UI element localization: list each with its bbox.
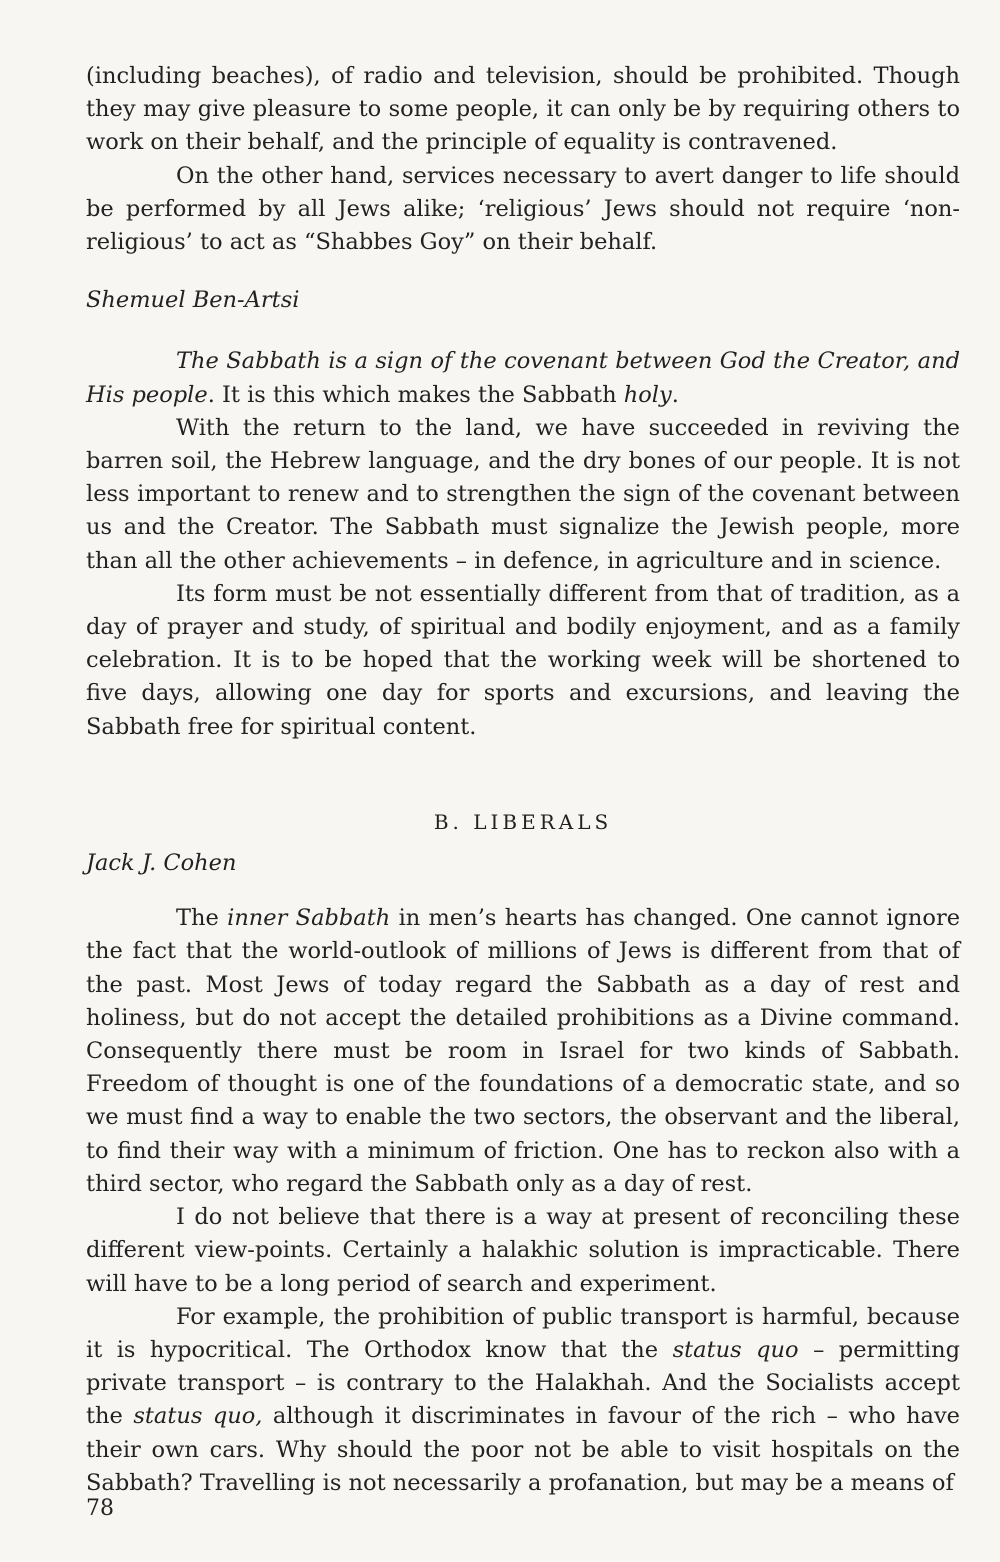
- text-period: .: [671, 381, 679, 408]
- text-for-example-a: For example, the prohibition of public transport is harmful, because it is hypocritical. The Orthodox know that the: [86, 1303, 960, 1363]
- section-heading-liberals: B. LIBERALS: [433, 809, 613, 834]
- italic-status-quo-1: status quo: [672, 1336, 799, 1363]
- paragraph-including-beaches: (including beaches), of radio and television, should be prohibited. Though they may give pleasure to some people, it can only be by requiring others to work on their behalf, and the principle of equality is contravened.: [86, 63, 960, 156]
- paragraph-sabbath-sign: [86, 345, 960, 411]
- author-jack-cohen: Jack J. Cohen: [86, 850, 237, 877]
- page-number: 78: [86, 1496, 114, 1521]
- italic-his-people: His people: [86, 381, 208, 408]
- text-for-example-c: although it discriminates in favour of the rich – who have their own cars. Why should the poor not be able to visit hospitals on the Sabbath? Travelling is not necessarily a profanation, but may be a means of: [86, 1403, 960, 1496]
- paragraph-return-to-land: With the return to the land, we have succeeded in reviving the barren soil, the Hebrew language, and the dry bones of our people. It is not less important to renew and to strengthen the sign of the covenant between us and the Creator. The Sabbath must signalize the Jewish people, more than all the other achievements – in defence, in agriculture and in science.: [86, 414, 960, 574]
- italic-inner-sabbath: inner Sabbath: [227, 905, 391, 932]
- paragraph-its-form: Its form must be not essentially different from that of tradition, as a day of prayer and study, of spiritual and bodily enjoyment, and as a family celebration. It is to be hoped that the working week will be shortened to five days, allowing one day for sports and excursions, and leaving the Sabbath free for spiritual content.: [86, 580, 960, 740]
- italic-holy: holy: [623, 381, 672, 408]
- text-the: The: [176, 905, 228, 932]
- italic-status-quo-2: status quo,: [133, 1403, 263, 1430]
- paragraph-for-example: [86, 1301, 960, 1500]
- author-shemuel-ben-artsi: Shemuel Ben-Artsi: [86, 287, 300, 314]
- text-makes-holy: . It is this which makes the Sabbath: [207, 381, 624, 408]
- paragraph-inner-sabbath: [86, 902, 960, 1201]
- page-body: [86, 60, 960, 1500]
- text-for-example-b: – permitting private transport – is contrary to the Halakhah. And the Socialists accept the: [86, 1336, 960, 1430]
- paragraph-do-not-believe: I do not believe that there is a way at present of reconciling these different view-points. Certainly a halakhic solution is impracticable. There will have to be a long period of search and experiment.: [86, 1204, 960, 1297]
- italic-sabbath-sign: The Sabbath is a sign of the covenant between God the Creator,: [176, 348, 911, 375]
- text-inner-sabbath-rest: in men’s hearts has changed. One cannot ignore the fact that the world-outlook of millions of Jews is different from that of the past. Most Jews of today regard the Sabbath as a day of rest and holiness, but do not accept the detailed prohibitions as a Divine command. Consequently there must be room in Israel for two kinds of Sabbath. Freedom of thought is one of the foundations of a democratic state, and so we must find a way to enable the two sectors, the observant and the liberal, to find their way with a minimum of friction. One has to reckon also with a third sector, who regard the Sabbath only as a day of rest.: [86, 905, 961, 1197]
- italic-and: and: [910, 348, 960, 375]
- paragraph-other-hand: On the other hand, services necessary to avert danger to life should be performed by all Jews alike; ‘religious’ Jews should not require ‘non-religious’ to act as “Shabbes Goy” on their behalf.: [86, 162, 960, 256]
